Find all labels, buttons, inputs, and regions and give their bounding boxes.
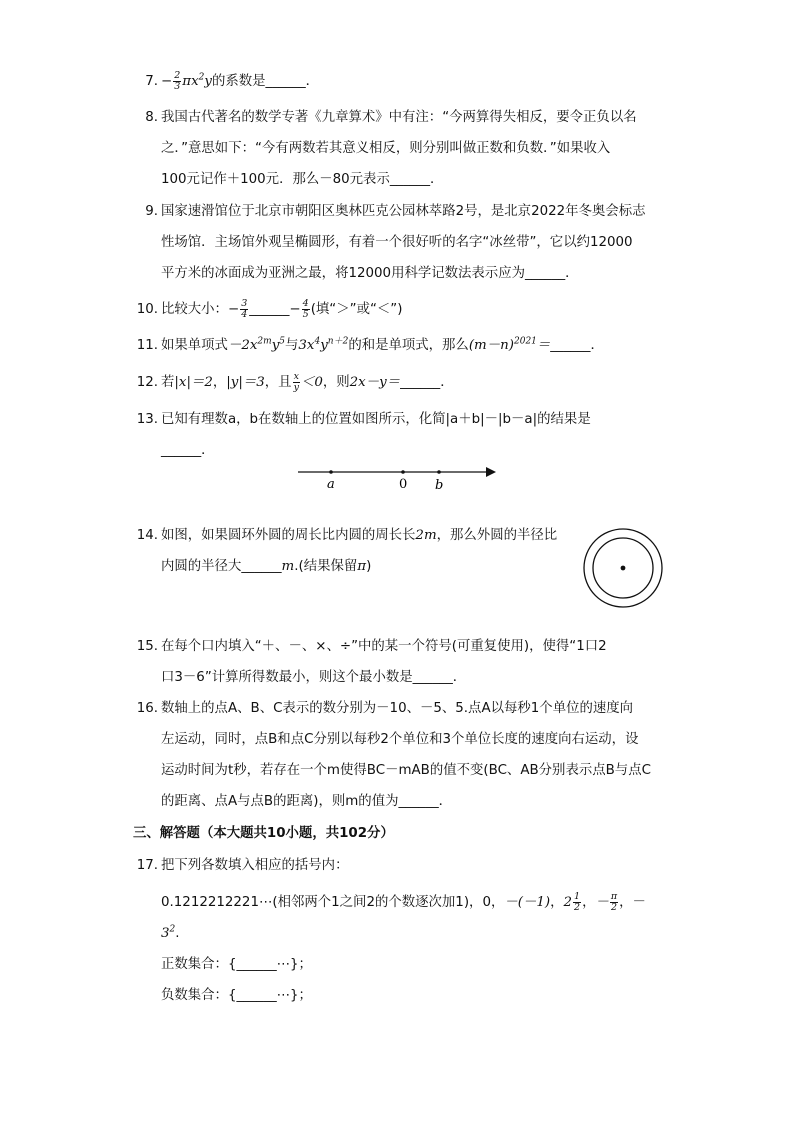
ring-figure: [582, 527, 664, 609]
question-body: [161, 102, 661, 195]
question-body: [161, 404, 661, 466]
question-line: 左运动，同时，点B和点C分别以每秒2个单位和3个单位长度的速度向右运动，设: [161, 732, 639, 747]
question-line: 数轴上的点A、B、C表示的数分别为－10、－5、5.点A以每秒1个单位的速度向: [161, 701, 634, 716]
question-line: 负数集合：{______⋯}；: [161, 988, 312, 1003]
question-body: [161, 693, 661, 817]
question-line: 在每个口内填入“＋、－、×、÷”中的某一个符号(可重复使用)，使得“1口2: [161, 639, 607, 654]
question-line: 我国古代著名的数学专著《九章算术》中有注：“今两算得失相反，要令正负以名: [161, 110, 637, 125]
point-b-marker: [437, 470, 441, 474]
question-line: 国家速滑馆位于北京市朝阳区奥林匹克公园林萃路2号，是北京2022年冬奥会标志: [161, 204, 646, 219]
question-line: 平方米的冰面成为亚洲之最，将12000用科学记数法表示应为______．: [161, 266, 579, 281]
question-number: 13.: [136, 412, 158, 427]
center-point: [621, 566, 626, 571]
question-line: ______．: [161, 443, 215, 458]
question-body: [161, 196, 661, 289]
origin-label: 0: [399, 477, 408, 492]
number-line-figure: [290, 458, 510, 492]
question-number: 9.: [145, 204, 158, 219]
question-number: 8.: [145, 110, 158, 125]
question-line: 比较大小：− $\frac{3}{4}$ ______− $\frac{4}{5}$ (填“＞”或“＜”): [161, 298, 403, 320]
question-number: 12.: [136, 375, 158, 390]
question-body: [161, 367, 661, 398]
question-body: [161, 850, 661, 1011]
question-line: $3^2$.: [161, 924, 180, 941]
question-line: [161, 66, 661, 97]
point-a-label: a: [327, 477, 335, 492]
question-text: 的系数是______．: [211, 74, 320, 89]
question-line: 之．”意思如下：“今有两数若其意义相反，则分别叫做正数和负数．”如果收入: [161, 141, 611, 156]
question-line: 已知有理数a，b在数轴上的位置如图所示，化简|a＋b|－|b－a|的结果是: [161, 412, 591, 427]
point-b-label: b: [435, 478, 444, 492]
question-body: [161, 66, 661, 97]
question-number: 10.: [136, 302, 158, 317]
question-body: [161, 330, 661, 361]
question-line: 若|x|＝2，|y|＝3，且 $\frac{x}{y}$ ＜0，则2x－y＝______．: [161, 371, 454, 393]
question-number: 14.: [136, 528, 158, 543]
question-line: 正数集合：{______⋯}；: [161, 957, 312, 972]
question-number: 15.: [136, 639, 158, 654]
point-a-marker: [329, 470, 333, 474]
question-line: 100元记作＋100元．那么－80元表示______．: [161, 172, 444, 187]
question-line: 0.1212212221⋯(相邻两个1之间2的个数逐次加1)，0，－(－1)，2 $\frac{1}{2}$ ，－ $\frac{\pi}{2}$ ，－: [161, 891, 646, 913]
question-number: 16.: [136, 701, 158, 716]
question-line: 运动时间为t秒，若存在一个m使得BC－mAB的值不变(BC、AB分别表示点B与点C: [161, 763, 651, 778]
question-number: 17.: [136, 858, 158, 873]
question-number: 7.: [145, 74, 158, 89]
question-line: 内圆的半径大______m.(结果保留π): [161, 559, 372, 574]
question-line: 如果单项式$-2x^{2m}y^5$与$3x^4y^{n+2}$的和是单项式，那么$(m-n)^{2021}=\_\_\_\_\_\_$．: [161, 336, 604, 353]
question-line: 如图，如果圆环外圆的周长比内圆的周长长2m，那么外圆的半径比: [161, 528, 558, 543]
question-line: 性场馆．主场馆外观呈椭圆形，有着一个很好听的名字“冰丝带”，它以约12000: [161, 235, 633, 250]
question-body: [161, 294, 661, 325]
math-expression: − $\frac{2}{3}$ $\pi x^2y$: [161, 70, 212, 92]
question-line: 的距离、点A与点B的距离)，则m的值为______．: [161, 794, 453, 809]
arrow-icon: [486, 467, 496, 477]
question-line: 口3－6”计算所得数最小，则这个最小数是______．: [161, 670, 467, 685]
question-line: 把下列各数填入相应的括号内：: [161, 858, 349, 873]
question-number: 11.: [136, 338, 158, 353]
origin-marker: [401, 470, 405, 474]
question-body: [161, 631, 661, 693]
section-heading: 三、解答题（本大题共10小题，共102分）: [133, 826, 394, 841]
